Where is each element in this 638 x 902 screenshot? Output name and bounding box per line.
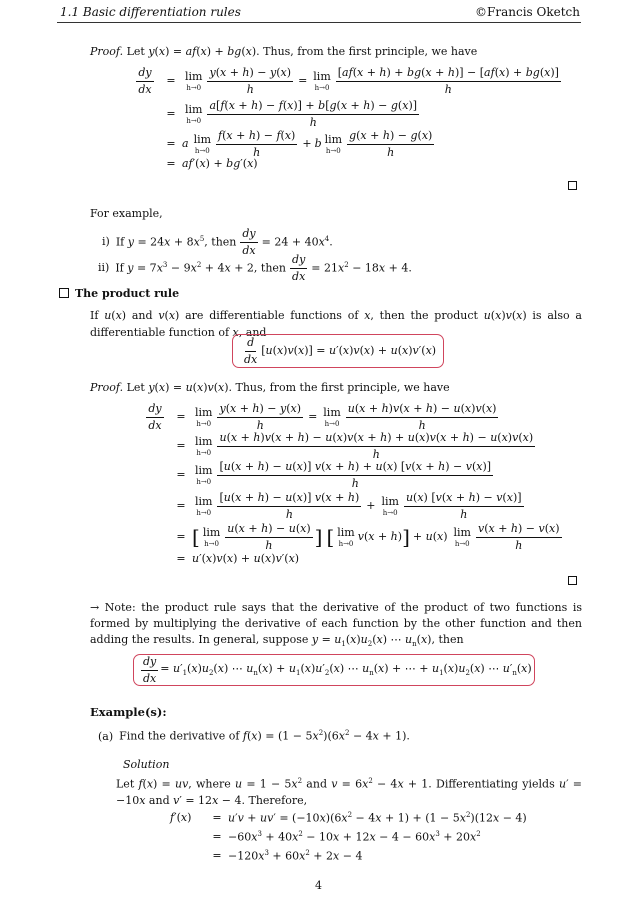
- running-header-author: ©Francis Oketch: [475, 5, 580, 19]
- product-rule-statement: If u(x) and v(x) are differentiable functions of x, then the product u(x)v(x) is also a differentiable function of x, and: [90, 309, 582, 339]
- example-a: (a) Find the derivative of $f(x) = (1 - 5x^2)(6x^2 - 4x + 1)$.: [98, 729, 410, 743]
- proof2-line-3: = lim h→0 $\frac{[u(x + h) - u(x)] v(x + h) + u(x) [v(x + h) - v(x)]}{h}$: [176, 460, 492, 490]
- example-i: i) If $y = 24x + 8x^5$, then $\frac{dy}{dx}$ = $24 + 40x^4$.: [102, 227, 333, 257]
- proof2-line-4: = lim h→0 $\frac{[u(x + h) - u(x)] v(x + h)}{h}$ + lim h→0 $\frac{u(x) [v(x + h) - v(x)]}{h}$: [176, 491, 522, 521]
- product-rule-formula: $\frac{d}{dx}$ [u(x)v(x)] = u′(x)v(x) + u(x)v′(x): [244, 336, 437, 366]
- proof1-line-4: = af′(x) + bg′(x): [166, 157, 258, 170]
- solution-line-1: f′(x) = $u'v + uv' = (-10x)(6x^2 - 4x + 1) + (1 - 5x^2)(12x - 4)$: [170, 811, 527, 825]
- examples-intro: For example,: [90, 207, 163, 220]
- proof2-line-6: = u′(x)v(x) + u(x)v′(x): [176, 552, 300, 565]
- proof1-line-2: = lim h→0 $\frac{a[f(x + h) - f(x)] + b[g(x + h) - g(x)]}{h}$: [166, 99, 418, 129]
- examples-heading: Example(s):: [90, 705, 167, 719]
- proof2-line-1: $\frac{dy}{dx}$ = lim h→0 $\frac{y(x + h) - y(x)}{h}$ = lim h→0 $\frac{u(x + h)v(x + h) - u(x)v(x)}{h}$: [148, 402, 497, 432]
- product-rule-heading: The product rule: [59, 287, 179, 301]
- proof1-line-1: $\frac{dy}{dx}$ = lim h→0 $\frac{y(x + h) - y(x)}{h}$ = lim h→0 $\frac{[af(x + h) + bg(x + h)] - [af(x) + bg(x)]}{h}$: [138, 66, 559, 96]
- proof2-intro: Proof. Let y(x) = u(x)v(x). Thus, from the first principle, we have: [90, 381, 450, 394]
- proof1-intro: Proof. Let y(x) = af(x) + bg(x). Thus, from the first principle, we have: [90, 45, 478, 58]
- example-ii: ii) If $y = 7x^3 - 9x^2 + 4x + 2$, then $\frac{dy}{dx}$ = $21x^2 - 18x + 4$.: [98, 253, 412, 283]
- page-number: 4: [315, 879, 322, 892]
- running-header-section: 1.1 Basic differentiation rules: [60, 5, 241, 19]
- solution-line-3: = $-120x^3 + 60x^2 + 2x - 4$: [212, 849, 363, 863]
- solution-line-2: = $-60x^3 + 40x^2 - 10x + 12x - 4 - 60x^3 + 20x^2$: [212, 830, 481, 844]
- solution-heading: Solution: [123, 758, 170, 771]
- section-square-icon: [59, 288, 69, 298]
- proof2-qed-box: [568, 576, 577, 585]
- header-rule: [57, 22, 581, 23]
- proof1-qed-box: [568, 181, 577, 190]
- proof2-line-5: = [ lim h→0 $\frac{u(x + h) - u(x)}{h}$ ] [ lim h→0 v(x + h) ] + u(x) lim h→0 $\frac{v(x + h) - v(x)}{h}$: [176, 522, 560, 552]
- proof2-line-2: = lim h→0 $\frac{u(x + h)v(x + h) - u(x)v(x + h) + u(x)v(x + h) - u(x)v(x)}{h}$: [176, 431, 534, 461]
- product-rule-note: → Note: the product rule says that the derivative of the product of two functions is formed by multiplying the derivative of each function by the other function and then adding the results. In general, suppose $y = u_1(x)u_2(x)$ ⋯ $u_n(x)$, then: [90, 601, 582, 649]
- general-product-formula: $\frac{dy}{dx}$ = $u'_1(x)u_2(x)$ ⋯ $u_n(x) + u_1(x)u'_2(x)$ ⋯ $u_n(x)$ + ⋯ + $u_1(x)u_2(x)$ ⋯ $u'_n(x)$: [143, 655, 532, 685]
- proof1-line-3: = a lim h→0 $\frac{f(x + h) - f(x)}{h}$ + b lim h→0 $\frac{g(x + h) - g(x)}{h}$: [166, 129, 433, 159]
- solution-text: Let f(x) = uv, where $u = 1 - 5x^2$ and $v = 6x^2 - 4x + 1$. Differentiating yields u′ = −10x and v′ = 12x − 4. Therefore,: [116, 777, 582, 807]
